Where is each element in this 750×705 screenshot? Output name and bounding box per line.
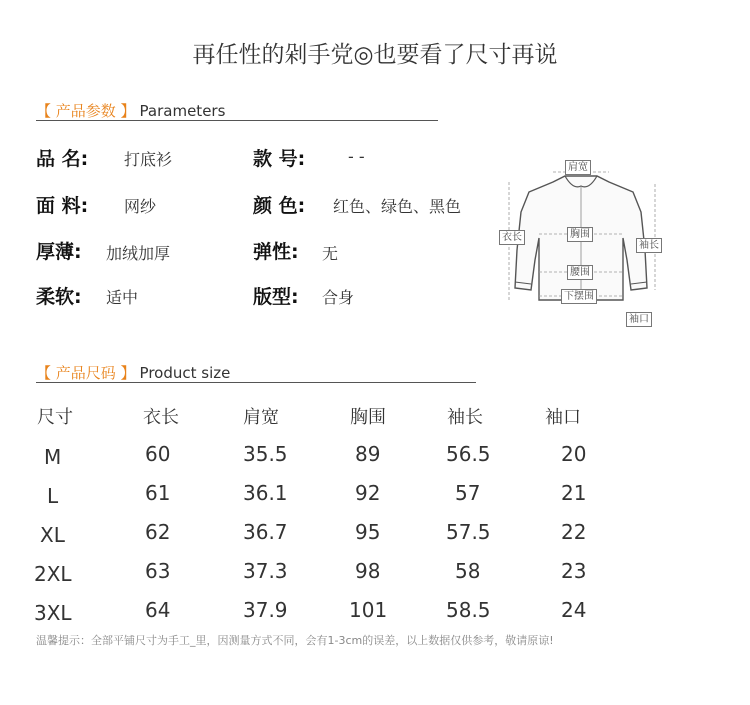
size-heading-en: Product size [139, 364, 231, 382]
size-cell: 62 [145, 520, 171, 544]
softness-value: 适中 [106, 288, 139, 307]
size-header-cuff: 袖口 [545, 407, 581, 428]
size-cell: 56.5 [446, 442, 491, 466]
name-label: 品 名: [36, 148, 89, 170]
size-header-chest: 胸围 [350, 407, 386, 428]
size-heading [36, 362, 230, 383]
size-cell: 58 [455, 559, 481, 583]
size-cell: 92 [355, 481, 381, 505]
size-cell: XL [40, 523, 65, 547]
size-cell: 37.9 [243, 598, 288, 622]
size-divider [36, 382, 476, 383]
cuff-tag: 袖口 [626, 312, 652, 327]
size-cell: 64 [145, 598, 171, 622]
size-header-size: 尺寸 [37, 407, 73, 428]
size-heading-cn: 【 产品尺码 】 [36, 364, 136, 382]
waist-tag: 腰围 [567, 265, 593, 280]
size-cell: L [47, 484, 59, 508]
size-header-length: 衣长 [143, 407, 179, 428]
size-header-shoulder: 肩宽 [243, 407, 279, 428]
size-cell: M [44, 445, 62, 469]
fit-value: 合身 [322, 288, 355, 307]
parameters-heading-en: Parameters [139, 102, 226, 120]
model-label: 款 号: [253, 148, 306, 170]
size-cell: 3XL [34, 601, 72, 625]
size-cell: 24 [561, 598, 587, 622]
size-cell: 101 [349, 598, 388, 622]
chest-tag: 胸围 [567, 227, 593, 242]
measurement-note: 温馨提示：全部平铺尺寸为手工_里，因测量方式不同，会有1-3cm的误差，以上数据仅供参考，敬请原谅! [36, 634, 554, 647]
parameters-heading-cn: 【 产品参数 】 [36, 102, 136, 120]
size-cell: 98 [355, 559, 381, 583]
size-cell: 21 [561, 481, 587, 505]
fabric-label: 面 料: [36, 195, 89, 217]
size-header-sleeve: 袖长 [447, 407, 483, 428]
shoulder-tag: 肩宽 [565, 160, 591, 175]
fabric-value: 网纱 [124, 197, 157, 216]
size-cell: 20 [561, 442, 587, 466]
length-tag: 衣长 [499, 230, 525, 245]
size-cell: 57.5 [446, 520, 491, 544]
size-cell: 37.3 [243, 559, 288, 583]
size-cell: 89 [355, 442, 381, 466]
elasticity-label: 弹性: [253, 241, 299, 263]
garment-diagram [495, 150, 670, 330]
name-value: 打底衫 [124, 150, 173, 169]
size-cell: 22 [561, 520, 587, 544]
color-label: 颜 色: [253, 195, 306, 217]
parameters-heading [36, 100, 225, 121]
thickness-label: 厚薄: [36, 241, 82, 263]
size-cell: 60 [145, 442, 171, 466]
parameters-divider [36, 120, 438, 121]
page-title: 再任性的剁手党◎也要看了尺寸再说 [192, 42, 558, 68]
size-cell: 61 [145, 481, 171, 505]
softness-label: 柔软: [36, 286, 82, 308]
size-cell: 36.1 [243, 481, 288, 505]
hem-tag: 下摆围 [561, 289, 597, 304]
size-cell: 35.5 [243, 442, 288, 466]
size-cell: 63 [145, 559, 171, 583]
size-cell: 57 [455, 481, 481, 505]
size-cell: 95 [355, 520, 381, 544]
size-cell: 36.7 [243, 520, 288, 544]
size-cell: 2XL [34, 562, 72, 586]
elasticity-value: 无 [322, 244, 339, 263]
color-value: 红色、绿色、黑色 [333, 197, 462, 216]
size-cell: 23 [561, 559, 587, 583]
thickness-value: 加绒加厚 [106, 244, 171, 263]
fit-label: 版型: [253, 286, 299, 308]
sleeve-tag: 袖长 [636, 238, 662, 253]
size-cell: 58.5 [446, 598, 491, 622]
model-value: - - [348, 147, 365, 166]
